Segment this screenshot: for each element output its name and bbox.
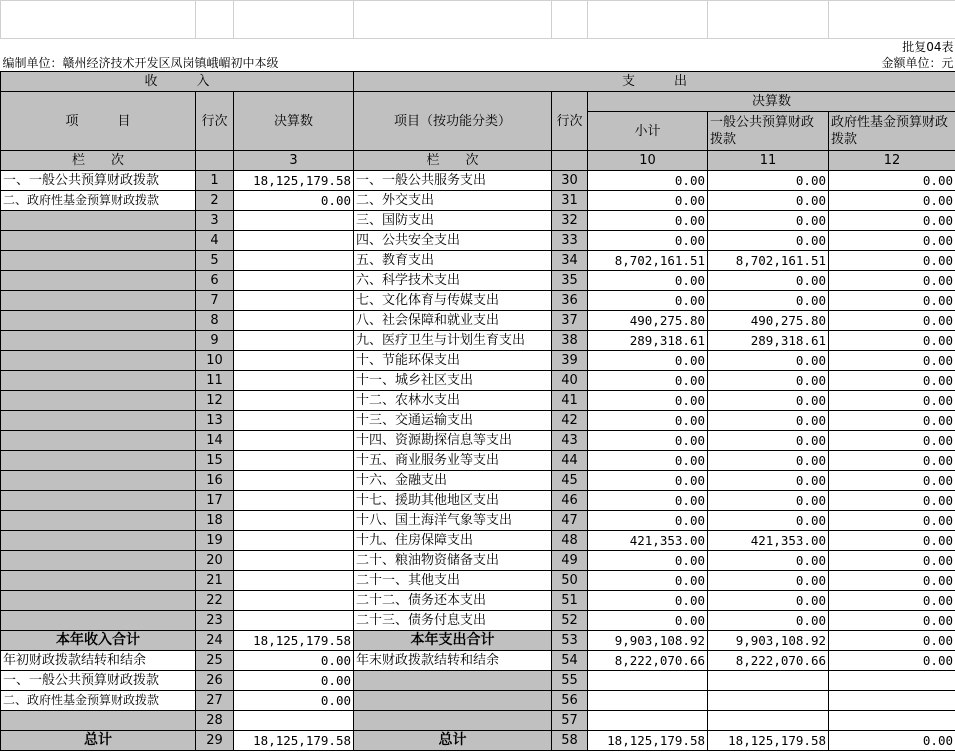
expense-item: 五、教育支出 [354,251,552,271]
expense-item: 十三、交通运输支出 [354,411,552,431]
cell[interactable] [588,671,708,691]
end-carryover-label: 年末财政拨款结转和结余 [354,651,552,671]
income-row-no: 22 [196,591,234,611]
income-row-no: 10 [196,351,234,371]
expense-item: 十五、商业服务业等支出 [354,451,552,471]
income-item [1,291,196,311]
expense-item: 八、社会保障和就业支出 [354,311,552,331]
expense-header: 支 出 [354,72,955,92]
item-by-func-header: 项目（按功能分类） [354,92,552,151]
section-header-row [1,72,955,92]
expense-general-budget[interactable]: 0.00 [708,591,829,611]
expense-subtotal[interactable]: 0.00 [588,471,708,491]
col-11-label: 11 [708,151,829,171]
income-row-no: 16 [196,471,234,491]
expense-row-no: 43 [552,431,588,451]
table-row [1,371,955,391]
expense-general-budget[interactable]: 0.00 [708,511,829,531]
expense-general-budget[interactable]: 421,353.00 [708,531,829,551]
income-value[interactable] [234,251,354,271]
cell[interactable] [354,1,552,39]
table-row [1,471,955,491]
cell [196,151,234,171]
expense-subtotal[interactable]: 8,702,161.51 [588,251,708,271]
income-value[interactable] [234,611,354,631]
expense-row-no: 33 [552,231,588,251]
income-item [1,411,196,431]
expense-gov-fund[interactable]: 0.00 [829,551,955,571]
income-row-no: 8 [196,311,234,331]
col-3-label: 3 [234,151,354,171]
expense-general-budget[interactable]: 0.00 [708,471,829,491]
table-row [1,351,955,371]
end-carryover-general[interactable]: 8,222,070.66 [708,651,829,671]
year-expense-subtotal[interactable]: 9,903,108.92 [588,631,708,651]
income-item [1,351,196,371]
expense-row-no: 45 [552,471,588,491]
expense-subtotal[interactable]: 0.00 [588,291,708,311]
income-row-no: 19 [196,531,234,551]
income-row-no: 6 [196,271,234,291]
income-item [1,471,196,491]
table-row [1,391,955,411]
expense-item: 十二、农林水支出 [354,391,552,411]
income-item [1,591,196,611]
expense-subtotal[interactable]: 0.00 [588,231,708,251]
end-carryover-subtotal[interactable]: 8,222,070.66 [588,651,708,671]
expense-item: 四、公共安全支出 [354,231,552,251]
income-item: 二、政府性基金预算财政拨款 [1,191,196,211]
cell[interactable] [196,1,234,39]
income-row-no: 13 [196,411,234,431]
item-header: 项 目 [1,92,196,151]
expense-general-budget[interactable]: 0.00 [708,291,829,311]
income-value[interactable] [234,591,354,611]
income-row-no: 21 [196,571,234,591]
amount-unit: 金额单位：元 [881,56,954,70]
carryover-fund-row [1,691,955,711]
table-row [1,571,955,591]
income-row-no: 5 [196,251,234,271]
cell[interactable] [1,1,196,39]
expense-general-budget[interactable]: 0.00 [708,431,829,451]
expense-general-budget[interactable]: 289,318.61 [708,331,829,351]
carryover-general-row [1,671,955,691]
end-carryover-fund[interactable]: 0.00 [829,651,955,671]
expense-item: 六、科学技术支出 [354,271,552,291]
expense-general-budget[interactable]: 0.00 [708,191,829,211]
expense-gov-fund[interactable]: 0.00 [829,291,955,311]
expense-general-budget[interactable]: 490,275.80 [708,311,829,331]
year-total-row [1,631,955,651]
expense-row-no: 52 [552,611,588,631]
income-value[interactable] [234,511,354,531]
row-no: 25 [196,651,234,671]
expense-row-no: 34 [552,251,588,271]
expense-subtotal[interactable]: 289,318.61 [588,331,708,351]
expense-gov-fund[interactable]: 0.00 [829,371,955,391]
table-row [1,591,955,611]
row-no: 58 [552,731,588,751]
year-expense-general[interactable]: 9,903,108.92 [708,631,829,651]
expense-subtotal[interactable]: 0.00 [588,211,708,231]
begin-fund-value[interactable]: 0.00 [234,691,354,711]
expense-general-budget[interactable]: 0.00 [708,611,829,631]
column-header-row-1 [1,92,955,112]
income-value[interactable] [234,451,354,471]
cell[interactable] [708,691,829,711]
expense-general-budget[interactable]: 8,702,161.51 [708,251,829,271]
year-income-total-label: 本年收入合计 [1,631,196,651]
settlement-header: 决算数 [234,92,354,151]
expense-subtotal[interactable]: 0.00 [588,371,708,391]
expense-gov-fund[interactable]: 0.00 [829,531,955,551]
income-value[interactable]: 18,125,179.58 [234,171,354,191]
expense-item: 七、文化体育与传媒支出 [354,291,552,311]
income-row-no: 18 [196,511,234,531]
expense-row-no: 47 [552,511,588,531]
table-row [1,511,955,531]
cell[interactable] [829,1,955,39]
expense-gov-fund[interactable]: 0.00 [829,491,955,511]
expense-subtotal[interactable]: 0.00 [588,191,708,211]
income-value[interactable] [234,531,354,551]
expense-row-no: 42 [552,411,588,431]
grand-income-total[interactable]: 18,125,179.58 [234,731,354,751]
expense-item: 二、外交支出 [354,191,552,211]
expense-gov-fund[interactable]: 0.00 [829,171,955,191]
income-row-no: 4 [196,231,234,251]
expense-row-no: 37 [552,311,588,331]
expense-row-no: 30 [552,171,588,191]
expense-item: 十六、金融支出 [354,471,552,491]
income-row-no: 17 [196,491,234,511]
income-value[interactable] [234,331,354,351]
expense-subtotal[interactable]: 0.00 [588,411,708,431]
table-row [1,171,955,191]
grand-expense-subtotal[interactable]: 18,125,179.58 [588,731,708,751]
expense-general-budget[interactable]: 0.00 [708,451,829,471]
income-item [1,251,196,271]
blank-total-row [1,711,955,731]
expense-gov-fund[interactable]: 0.00 [829,211,955,231]
grand-expense-general[interactable]: 18,125,179.58 [708,731,829,751]
cell[interactable] [588,691,708,711]
settlement-group-header: 决算数 [588,92,955,112]
income-row-no: 15 [196,451,234,471]
income-value[interactable] [234,371,354,391]
expense-general-budget[interactable]: 0.00 [708,411,829,431]
expense-item: 二十、粮油物资储备支出 [354,551,552,571]
expense-row-no: 49 [552,551,588,571]
expense-gov-fund[interactable]: 0.00 [829,591,955,611]
blank-row [1,1,955,39]
table-row [1,451,955,471]
row-no: 28 [196,711,234,731]
expense-row-no-header: 行次 [552,92,588,151]
income-value[interactable] [234,351,354,371]
table-row [1,431,955,451]
expense-gov-fund[interactable]: 0.00 [829,331,955,351]
expense-gov-fund[interactable]: 0.00 [829,311,955,331]
expense-general-budget[interactable]: 0.00 [708,571,829,591]
begin-carryover-label: 年初财政拨款结转和结余 [1,651,196,671]
income-value[interactable] [234,311,354,331]
table-row [1,191,955,211]
col-12-label: 12 [829,151,955,171]
grand-income-total-label: 总计 [1,731,196,751]
income-item [1,611,196,631]
cell[interactable] [829,711,955,731]
income-item [1,371,196,391]
table-row [1,611,955,631]
table-row [1,411,955,431]
expense-general-budget[interactable]: 0.00 [708,491,829,511]
begin-carryover-value[interactable]: 0.00 [234,651,354,671]
row-no: 57 [552,711,588,731]
income-value[interactable]: 0.00 [234,191,354,211]
expense-subtotal[interactable]: 0.00 [588,171,708,191]
expense-gov-fund[interactable]: 0.00 [829,391,955,411]
column-label-row [1,151,955,171]
income-item [1,511,196,531]
expense-general-budget[interactable]: 0.00 [708,351,829,371]
expense-item: 十四、资源勘探信息等支出 [354,431,552,451]
cell[interactable] [234,711,354,731]
cell [354,711,552,731]
income-value[interactable] [234,231,354,251]
table-row [1,331,955,351]
income-value[interactable] [234,271,354,291]
report-code-row [1,39,955,57]
column-label: 栏 次 [1,151,196,171]
expense-item: 十九、住房保障支出 [354,531,552,551]
income-row-no: 1 [196,171,234,191]
expense-item: 十八、国土海洋气象等支出 [354,511,552,531]
table-row [1,211,955,231]
income-item [1,271,196,291]
expense-item: 三、国防支出 [354,211,552,231]
income-item [1,431,196,451]
cell [354,691,552,711]
income-value[interactable] [234,491,354,511]
expense-row-no: 50 [552,571,588,591]
income-value[interactable] [234,391,354,411]
row-no: 26 [196,671,234,691]
income-value[interactable] [234,571,354,591]
income-row-no: 3 [196,211,234,231]
cell [552,151,588,171]
income-value[interactable] [234,471,354,491]
report-code: 批复04表 [902,40,954,54]
cell[interactable] [829,691,955,711]
cell[interactable] [234,1,354,39]
expense-subtotal[interactable]: 0.00 [588,391,708,411]
expense-subtotal[interactable]: 0.00 [588,431,708,451]
income-value[interactable] [234,211,354,231]
expense-general-budget[interactable]: 0.00 [708,271,829,291]
expense-subtotal[interactable]: 490,275.80 [588,311,708,331]
year-expense-fund[interactable]: 0.00 [829,631,955,651]
expense-gov-fund[interactable]: 0.00 [829,451,955,471]
expense-item: 一、一般公共服务支出 [354,171,552,191]
expense-general-budget[interactable]: 0.00 [708,391,829,411]
expense-item: 二十三、债务付息支出 [354,611,552,631]
income-item [1,231,196,251]
year-expense-total-label: 本年支出合计 [354,631,552,651]
income-value[interactable] [234,411,354,431]
income-item [1,451,196,471]
expense-row-no: 32 [552,211,588,231]
grand-expense-total-label: 总计 [354,731,552,751]
gov-fund-header: 政府性基金预算财政拨款 [829,112,955,151]
cell[interactable] [552,1,588,39]
expense-subtotal[interactable]: 0.00 [588,491,708,511]
expense-subtotal[interactable]: 0.00 [588,551,708,571]
expense-row-no: 38 [552,331,588,351]
col-10-label: 10 [588,151,708,171]
expense-general-budget[interactable]: 0.00 [708,211,829,231]
table-row [1,231,955,251]
general-budget-header: 一般公共预算财政拨款 [708,112,829,151]
income-item [1,391,196,411]
expense-row-no: 51 [552,591,588,611]
expense-subtotal[interactable]: 0.00 [588,351,708,371]
expense-gov-fund[interactable]: 0.00 [829,611,955,631]
row-no: 54 [552,651,588,671]
expense-row-no: 35 [552,271,588,291]
expense-gov-fund[interactable]: 0.00 [829,351,955,371]
expense-row-no: 40 [552,371,588,391]
cell[interactable] [829,671,955,691]
expense-subtotal[interactable]: 0.00 [588,591,708,611]
grand-total-row [1,731,955,751]
expense-item: 十、节能环保支出 [354,351,552,371]
expense-item: 十一、城乡社区支出 [354,371,552,391]
expense-gov-fund[interactable]: 0.00 [829,411,955,431]
income-value[interactable] [234,551,354,571]
table-row [1,291,955,311]
expense-row-no: 31 [552,191,588,211]
income-item [1,331,196,351]
cell[interactable] [588,1,708,39]
expense-item: 二十二、债务还本支出 [354,591,552,611]
expense-gov-fund[interactable]: 0.00 [829,191,955,211]
expense-row-no: 36 [552,291,588,311]
cell[interactable] [588,711,708,731]
expense-item: 九、医疗卫生与计划生育支出 [354,331,552,351]
unit-label: 编制单位：赣州经济技术开发区凤岗镇峨嵋初中本级 [2,56,279,70]
expense-row-no: 46 [552,491,588,511]
begin-general-label: 一、一般公共预算财政拨款 [1,671,196,691]
row-no: 24 [196,631,234,651]
income-row-no: 14 [196,431,234,451]
expense-gov-fund[interactable]: 0.00 [829,431,955,451]
row-no: 53 [552,631,588,651]
expense-general-budget[interactable]: 0.00 [708,231,829,251]
income-row-no: 23 [196,611,234,631]
income-row-no: 20 [196,551,234,571]
expense-gov-fund[interactable]: 0.00 [829,271,955,291]
row-no: 29 [196,731,234,751]
expense-subtotal[interactable]: 421,353.00 [588,531,708,551]
year-income-total[interactable]: 18,125,179.58 [234,631,354,651]
grand-expense-fund[interactable]: 0.00 [829,731,955,751]
income-item [1,211,196,231]
table-row [1,251,955,271]
expense-subtotal[interactable]: 0.00 [588,451,708,471]
income-value[interactable] [234,431,354,451]
cell [1,711,196,731]
expense-gov-fund[interactable]: 0.00 [829,231,955,251]
subtotal-header: 小计 [588,112,708,151]
expense-gov-fund[interactable]: 0.00 [829,511,955,531]
income-item [1,571,196,591]
expense-item: 十七、援助其他地区支出 [354,491,552,511]
income-header: 收 入 [1,72,354,92]
cell[interactable] [708,1,829,39]
expense-gov-fund[interactable]: 0.00 [829,571,955,591]
expense-general-budget[interactable]: 0.00 [708,371,829,391]
begin-fund-label: 二、政府性基金预算财政拨款 [1,691,196,711]
expense-subtotal[interactable]: 0.00 [588,271,708,291]
expense-item: 二十一、其他支出 [354,571,552,591]
expense-subtotal[interactable]: 0.00 [588,611,708,631]
expense-general-budget[interactable]: 0.00 [708,171,829,191]
row-no-header: 行次 [196,92,234,151]
expense-gov-fund[interactable]: 0.00 [829,251,955,271]
expense-row-no: 44 [552,451,588,471]
income-row-no: 9 [196,331,234,351]
unit-row [1,56,955,72]
row-no: 56 [552,691,588,711]
income-row-no: 2 [196,191,234,211]
row-no: 55 [552,671,588,691]
expense-subtotal[interactable]: 0.00 [588,511,708,531]
carryover-row [1,651,955,671]
expense-general-budget[interactable]: 0.00 [708,551,829,571]
expense-column-label: 栏 次 [354,151,552,171]
income-item: 一、一般公共预算财政拨款 [1,171,196,191]
cell[interactable] [708,711,829,731]
expense-row-no: 41 [552,391,588,411]
expense-gov-fund[interactable]: 0.00 [829,471,955,491]
expense-subtotal[interactable]: 0.00 [588,571,708,591]
expense-row-no: 48 [552,531,588,551]
income-row-no: 11 [196,371,234,391]
cell [354,671,552,691]
income-row-no: 12 [196,391,234,411]
table-row [1,531,955,551]
income-item [1,491,196,511]
income-item [1,531,196,551]
table-row [1,551,955,571]
income-item [1,311,196,331]
table-row [1,271,955,291]
income-row-no: 7 [196,291,234,311]
table-row [1,311,955,331]
begin-general-value[interactable]: 0.00 [234,671,354,691]
cell[interactable] [708,671,829,691]
table-row [1,491,955,511]
income-item [1,551,196,571]
income-value[interactable] [234,291,354,311]
expense-row-no: 39 [552,351,588,371]
row-no: 27 [196,691,234,711]
